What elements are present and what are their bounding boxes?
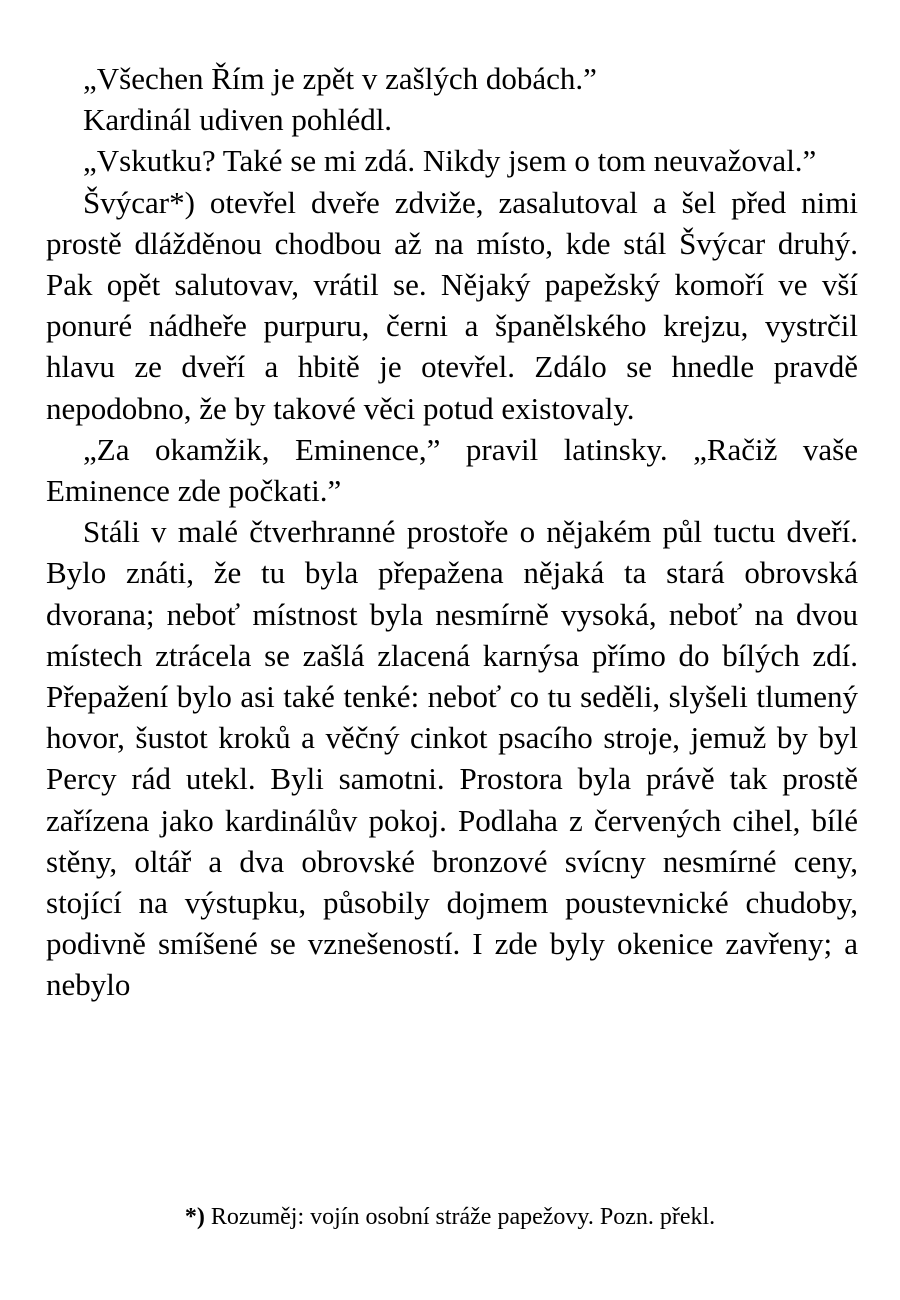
paragraph-6: Stáli v malé čtverhranné prostoře o nějakém půl tuctu dveří. Bylo znáti, že tu byla přepažena nějaká ta stará obrovská dvorana; neboť místnost byla nesmírně vysoká, neboť na dvou místech ztrácela se zašlá zlacená karnýsa přímo do bílých zdí. Přepažení bylo asi také tenké: neboť co tu seděli, slyšeli tlumený hovor, šustot kroků a věčný cinkot psacího stroje, jemuž by byl Percy rád utekl. Byli samotni. Prostora byla právě tak prostě zařízena jako kardinálův pokoj. Podlaha z červených cihel, bílé stěny, oltář a dva obrovské bronzové svícny nesmírné ceny, stojící na výstupku, působily dojmem poustevnické chudoby, podivně smíšené se vznešeností. I zde byly okenice zavřeny; a nebylo	[46, 514, 858, 1003]
paragraph-2: Kardinál udiven pohlédl.	[83, 102, 393, 138]
page-body	[46, 58, 858, 1006]
footnote	[0, 1202, 900, 1232]
paragraph-4: Švýcar*) otevřel dveře zdviže, zasalutoval a šel před nimi prostě dlážděnou chodbou až na místo, kde stál Švýcar druhý. Pak opět salutovav, vrátil se. Nějaký papežský komoří ve vší ponuré nádheře purpuru, černi a španělského krejzu, vystrčil hlavu ze dveří a hbitě je otevřel. Zdálo se hnedle pravdě nepodobno, že by takové věci potud existovaly.	[46, 184, 858, 426]
paragraph-5: „Za okamžik, Eminence,” pravil latinsky. „Račiž vaše Eminence zde počkati.”	[46, 431, 858, 509]
paragraph-1: „Všechen Řím je zpět v zašlých dobách.”	[83, 61, 597, 96]
footnote-mark: *)	[184, 1204, 205, 1230]
paragraph-3: „Vskutku? Také se mi zdá. Nikdy jsem o tom neuvažoval.”	[83, 143, 817, 179]
footnote-text: Rozuměj: vojín osobní stráže papežovy. Pozn. překl.	[204, 1204, 716, 1230]
